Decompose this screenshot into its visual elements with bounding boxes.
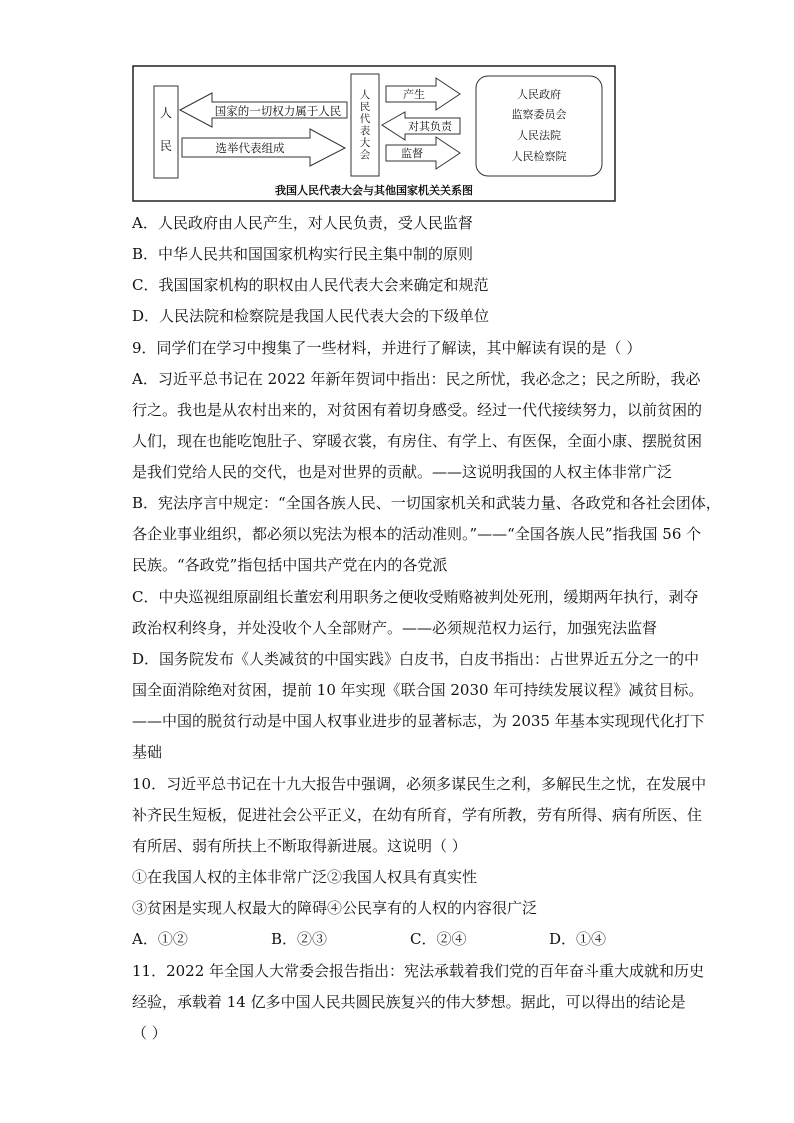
npc-char-4: 表 — [359, 125, 371, 137]
q8-option-d: D．人民法院和检察院是我国人民代表大会的下级单位 — [132, 307, 490, 325]
q9-line-8: C．中央巡视组原副组长董宏利用职务之便收受贿赂被判处死刑，缓期两年执行，剥夺 — [132, 588, 699, 606]
npc-char-2: 民 — [359, 101, 371, 113]
produce-label: 产生 — [403, 88, 425, 101]
arrow-right-label: 选举代表组成 — [215, 141, 285, 155]
relationship-diagram — [0, 0, 794, 210]
q10-option-b: B．②③ — [271, 930, 328, 948]
organ-1: 人民政府 — [517, 88, 561, 101]
q9-line-12: ——中国的脱贫行动是中国人权事业进步的显著标志，为 2035 年基本实现现代化打下 — [132, 712, 705, 730]
q9-line-3: 人们，现在也能吃饱肚子、穿暖衣裳，有房住、有学上、有医保，全面小康、摆脱贫困 — [132, 432, 703, 450]
q10-statements-1: ①在我国人权的主体非常广泛②我国人权具有真实性 — [132, 868, 478, 886]
q11-line-3: （ ） — [132, 1024, 167, 1042]
organ-3: 人民法院 — [517, 129, 561, 142]
q9-line-1: A．习近平总书记在 2022 年新年贺词中指出：民之所忧，我必念之；民之所盼，我必 — [132, 370, 701, 388]
organ-2: 监察委员会 — [511, 108, 567, 121]
organ-4: 人民检察院 — [511, 150, 567, 163]
q10-option-d: D．①④ — [549, 930, 607, 948]
q9-line-10: D．国务院发布《人类减贫的中国实践》白皮书，白皮书指出：占世界近五分之一的中 — [132, 650, 700, 668]
q8-option-c: C．我国国家机构的职权由人民代表大会来确定和规范 — [132, 276, 489, 294]
q9-line-6: 各企业事业组织，都必须以宪法为根本的活动准则。”——“全国各族人民”指我国 56 个 — [132, 525, 702, 543]
responsible-label: 对其负责 — [408, 120, 452, 133]
q9-line-9: 政治权利终身，并处没收个人全部财产。——必须规范权力运行，加强宪法监督 — [132, 619, 658, 637]
npc-char-6: 会 — [359, 149, 371, 161]
people-char-1: 人 — [159, 106, 173, 120]
people-char-2: 民 — [159, 139, 173, 153]
q10-line-2: 补齐民生短板，促进社会公平正义，在幼有所育，学有所教，劳有所得、病有所医、住 — [132, 806, 703, 824]
diagram-caption: 我国人民代表大会与其他国家机关关系图 — [275, 184, 473, 197]
q8-option-b: B．中华人民共和国国家机构实行民主集中制的原则 — [132, 245, 474, 263]
q10-option-c: C．②④ — [410, 930, 467, 948]
q9-line-7: 民族。“各政党”指包括中国共产党在内的各党派 — [132, 556, 448, 574]
q11-line-1: 11．2022 年全国人大常委会报告指出：宪法承载着我们党的百年奋斗重大成就和历史 — [132, 962, 705, 980]
npc-char-1: 人 — [359, 89, 371, 101]
q9-line-2: 行之。我也是从农村出来的，对贫困有着切身感受。经过一代代接续努力，以前贫困的 — [132, 401, 703, 419]
q10-line-3: 有所居、弱有所扶上不断取得新进展。这说明（ ） — [132, 837, 467, 855]
q9-line-11: 国全面消除绝对贫困，提前 10 年实现《联合国 2030 年可持续发展议程》减贫目标。 — [132, 681, 704, 699]
npc-char-3: 代 — [359, 113, 371, 125]
q11-line-2: 经验，承载着 14 亿多中国人民共圆民族复兴的伟大梦想。据此，可以得出的结论是 — [132, 993, 686, 1011]
q10-line-1: 10．习近平总书记在十九大报告中强调，必须多谋民生之利，多解民生之忧，在发展中 — [132, 775, 707, 793]
npc-char-5: 大 — [359, 137, 371, 149]
q10-statements-2: ③贫困是实现人权最大的障碍④公民享有的人权的内容很广泛 — [132, 899, 538, 917]
people-box — [154, 86, 178, 178]
arrow-left-label: 国家的一切权力属于人民 — [214, 104, 342, 118]
q10-option-a: A．①② — [132, 930, 188, 948]
q9-line-13: 基础 — [132, 743, 163, 761]
q8-option-a: A．人民政府由人民产生，对人民负责，受人民监督 — [132, 214, 473, 232]
q9-stem: 9．同学们在学习中搜集了一些材料，并进行了解读，其中解读有误的是（ ） — [132, 339, 642, 357]
q9-line-4: 是我们党给人民的交代，也是对世界的贡献。——这说明我国的人权主体非常广泛 — [132, 463, 673, 481]
supervise-label: 监督 — [401, 147, 423, 160]
q9-line-5: B．宪法序言中规定：“全国各族人民、一切国家机关和武装力量、各政党和各社会团体， — [132, 494, 721, 512]
